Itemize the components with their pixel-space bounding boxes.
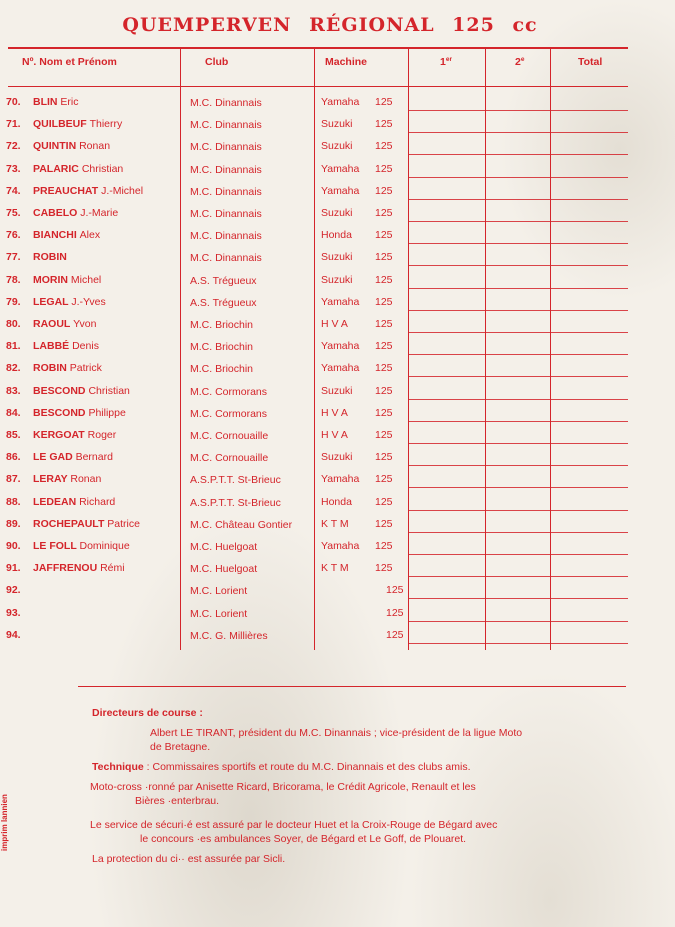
rider-first-name: Michel (70, 273, 102, 286)
rider-number: 87. (6, 473, 21, 486)
rider-machine-cc: 125 (375, 540, 393, 552)
header-total: Total (578, 56, 603, 68)
table-row (0, 582, 675, 604)
rider-last-name: QUINTIN (33, 140, 77, 153)
rider-machine-brand: Honda (321, 229, 352, 242)
title-rule (8, 47, 628, 49)
rider-name (33, 429, 116, 441)
protection-text: La protection du ci·· est assurée par Sicli. (92, 853, 286, 865)
rider-name (33, 340, 99, 352)
rider-machine-cc: 125 (375, 517, 393, 530)
rider-number: 90. (6, 540, 21, 552)
rider-name (33, 274, 101, 286)
score-line (408, 110, 628, 111)
rider-name (33, 163, 123, 175)
rider-first-name: Philippe (88, 406, 126, 419)
rider-machine-cc: 125 (375, 429, 393, 441)
rider-machine-cc: 125 (375, 295, 393, 308)
score-line (408, 376, 628, 377)
rider-club: M.C. Dinannais (190, 252, 262, 265)
rider-number: 73. (6, 162, 21, 175)
score-line (408, 221, 628, 222)
rider-last-name: ROCHEPAULT (33, 517, 105, 530)
safety-text-cont: le concours ·es ambulances Soyer, de Bégard et Le Goff, de Plouaret. (140, 833, 467, 845)
rider-machine-brand: K T M (321, 517, 349, 530)
header-first-heat: 1er (440, 56, 452, 68)
rider-name (33, 118, 122, 130)
rider-club: M.C. Cormorans (190, 407, 268, 420)
sponsor-text-cont: Bières ·enterbrau. (135, 795, 220, 807)
rider-number: 91. (6, 562, 21, 575)
rider-last-name: LE FOLL (33, 540, 77, 552)
table-row (0, 405, 675, 427)
rider-machine-cc: 125 (375, 362, 393, 375)
rider-name (33, 518, 140, 530)
rider-number: 94. (6, 628, 21, 641)
rider-number: 75. (6, 207, 21, 219)
table-row (0, 94, 675, 116)
rider-number: 70. (6, 96, 21, 108)
rider-first-name: Dominique (79, 540, 130, 552)
rider-machine-brand: Yamaha (321, 473, 360, 486)
score-line (408, 265, 628, 266)
rider-last-name: BLIN (33, 96, 58, 108)
rider-machine-brand: Yamaha (321, 362, 360, 375)
rider-machine-cc: 125 (375, 384, 393, 397)
rider-first-name: Ronan (70, 473, 102, 486)
rider-machine-brand: Suzuki (321, 451, 353, 464)
table-row (0, 516, 675, 538)
rider-name (33, 407, 126, 419)
rider-machine-cc: 125 (375, 318, 393, 330)
table-row (0, 227, 675, 249)
rider-club: M.C. Huelgoat (190, 563, 258, 576)
rider-machine-cc: 125 (375, 118, 393, 131)
rider-first-name: Denis (72, 340, 99, 353)
rider-number: 84. (6, 406, 21, 419)
score-line (408, 288, 628, 289)
table-row (0, 360, 675, 382)
rider-machine-brand: Honda (321, 495, 352, 508)
score-line (408, 598, 628, 599)
rider-machine-cc: 125 (375, 162, 393, 175)
score-line (408, 487, 628, 488)
header-rule (8, 86, 628, 87)
rider-club: M.C. Briochin (190, 341, 254, 354)
table-row (0, 383, 675, 405)
rider-club: M.C. Dinannais (190, 141, 262, 154)
rider-name (33, 385, 130, 397)
rider-machine-brand: H V A (321, 429, 348, 441)
rider-last-name: BESCOND (33, 384, 86, 397)
rider-name (33, 496, 115, 508)
score-line (408, 621, 628, 622)
rider-club: M.C. Cornouaille (190, 430, 269, 442)
score-line (408, 554, 628, 555)
rider-name (33, 318, 96, 330)
rider-first-name: Alex (79, 229, 101, 242)
table-row (0, 427, 675, 449)
score-line (408, 132, 628, 133)
rider-first-name: Christian (81, 162, 124, 175)
rider-number: 78. (6, 273, 21, 286)
score-line (408, 510, 628, 511)
rider-first-name: Eric (60, 96, 79, 108)
rider-club: A.S.P.T.T. St-Brieuc (190, 496, 281, 509)
table-row (0, 494, 675, 516)
rider-last-name: LERAY (33, 473, 68, 486)
rider-machine-brand: H V A (321, 406, 348, 419)
rider-last-name: BESCOND (33, 406, 86, 419)
rider-number: 88. (6, 495, 21, 508)
rider-name (33, 251, 67, 263)
rider-club: M.C. Dinannais (190, 119, 262, 132)
rider-club: M.C. Cormorans (190, 385, 268, 398)
rider-machine-brand: Yamaha (321, 184, 360, 197)
rider-last-name: PALARIC (33, 162, 79, 175)
rider-number: 74. (6, 184, 21, 197)
rider-number: 86. (6, 451, 21, 464)
sponsor-text: Moto-cross ·ronné par Anisette Ricard, Bricorama, le Crédit Agricole, Renault et les (90, 781, 476, 793)
table-row (0, 116, 675, 138)
score-line (408, 332, 628, 333)
technique-text: : Commissaires sportifs et route du M.C. Dinannais et des clubs amis. (143, 761, 471, 773)
header-club: Club (205, 56, 229, 68)
footer-rule (78, 686, 626, 687)
rider-name (33, 362, 102, 374)
table-row (0, 294, 675, 316)
score-line (408, 243, 628, 244)
score-line (408, 443, 628, 444)
rider-name (33, 540, 130, 552)
rider-number: 89. (6, 517, 21, 530)
score-line (408, 354, 628, 355)
rider-club: M.C. Briochin (190, 319, 254, 331)
table-row (0, 316, 675, 338)
rider-club: M.C. Huelgoat (190, 541, 258, 553)
rider-machine-brand: Suzuki (321, 251, 353, 264)
technique-paragraph (92, 760, 471, 774)
rider-first-name: Roger (87, 429, 117, 441)
rider-machine-brand: Suzuki (321, 207, 353, 219)
rider-club: M.C. Cornouaille (190, 452, 269, 465)
table-row (0, 560, 675, 582)
score-line (408, 421, 628, 422)
rider-number: 76. (6, 229, 21, 242)
rider-name (33, 229, 100, 241)
rider-number: 79. (6, 295, 21, 308)
rider-name (33, 185, 143, 197)
rider-number: 71. (6, 118, 21, 131)
printer-credit: imprim lannien (0, 794, 9, 851)
rider-first-name: Richard (79, 495, 116, 508)
rider-last-name: LEGAL (33, 295, 69, 308)
rider-last-name: PREAUCHAT (33, 184, 99, 197)
rider-first-name: Patrice (107, 517, 140, 530)
rider-last-name: LE GAD (33, 451, 73, 464)
rider-machine-cc: 125 (375, 406, 393, 419)
technique-label: Technique (92, 761, 144, 773)
table-row (0, 627, 675, 649)
rider-machine-cc: 125 (386, 606, 404, 619)
table-row (0, 183, 675, 205)
header-second-heat: 2e (515, 56, 525, 68)
rider-club: M.C. Lorient (190, 607, 248, 620)
rider-name (33, 473, 101, 485)
rider-first-name: J.-Marie (80, 207, 119, 219)
rider-last-name: QUILBEUF (33, 118, 87, 131)
rider-club: M.C. Château Gontier (190, 518, 293, 531)
rider-machine-brand: Yamaha (321, 162, 360, 175)
rider-machine-cc: 125 (375, 207, 393, 219)
rider-machine-brand: Suzuki (321, 273, 353, 286)
page-title: QUEMPERVEN RÉGIONAL 125 cc (122, 14, 538, 36)
rider-number: 93. (6, 606, 21, 619)
rider-first-name: Yvon (73, 318, 97, 330)
directors-text-cont: de Bretagne. (150, 741, 211, 753)
rider-machine-cc: 125 (375, 251, 393, 264)
table-row (0, 205, 675, 227)
score-line (408, 532, 628, 533)
rider-first-name: J.-Michel (101, 184, 144, 197)
rider-last-name: LEDEAN (33, 495, 77, 508)
rider-last-name: JAFFRENOU (33, 562, 98, 575)
rider-club: M.C. Dinannais (190, 185, 262, 198)
rider-last-name: ROBIN (33, 251, 67, 264)
rider-name (33, 296, 106, 308)
rider-machine-cc: 125 (386, 584, 404, 597)
rider-club: M.C. Dinannais (190, 97, 262, 109)
rider-machine-cc: 125 (375, 229, 393, 242)
table-row (0, 138, 675, 160)
directors-label: Directeurs de course : (92, 707, 203, 719)
score-line (408, 399, 628, 400)
score-line (408, 154, 628, 155)
rider-number: 77. (6, 251, 21, 264)
rider-machine-cc: 125 (375, 273, 393, 286)
rider-last-name: LABBÉ (33, 340, 70, 353)
score-line (408, 310, 628, 311)
safety-text: Le service de sécuri·é est assuré par le docteur Huet et la Croix-Rouge de Bégard avec (90, 819, 498, 831)
rider-machine-cc: 125 (375, 473, 393, 486)
rider-machine-cc: 125 (375, 184, 393, 197)
rider-club: M.C. Lorient (190, 585, 248, 598)
directors-text: Albert LE TIRANT, président du M.C. Dinannais ; vice-président de la ligue Moto (150, 727, 523, 739)
rider-number: 81. (6, 340, 21, 353)
score-line (408, 199, 628, 200)
rider-club: A.S. Trégueux (190, 296, 257, 309)
table-row (0, 272, 675, 294)
rider-machine-cc: 125 (375, 340, 393, 353)
rider-name (33, 562, 125, 574)
rider-first-name: Patrick (69, 362, 102, 375)
rider-name (33, 207, 118, 219)
rider-club: M.C. Briochin (190, 363, 254, 376)
rider-machine-cc: 125 (375, 96, 393, 108)
rider-club: A.S. Trégueux (190, 274, 257, 287)
table-row (0, 161, 675, 183)
rider-number: 92. (6, 584, 21, 597)
rider-last-name: CABELO (33, 207, 78, 219)
rider-machine-brand: H V A (321, 318, 348, 330)
rider-machine-brand: K T M (321, 562, 349, 575)
rider-club: M.C. G. Millières (190, 629, 268, 642)
rider-last-name: ROBIN (33, 362, 67, 375)
rider-name (33, 140, 110, 152)
rider-last-name: KERGOAT (33, 429, 85, 441)
header-machine: Machine (325, 56, 368, 68)
rider-number: 85. (6, 429, 21, 441)
table-row (0, 338, 675, 360)
rider-first-name: Ronan (79, 140, 111, 153)
rider-machine-cc: 125 (375, 140, 393, 153)
rider-first-name: Christian (88, 384, 130, 397)
rider-number: 80. (6, 318, 21, 330)
table-row (0, 471, 675, 493)
score-line (408, 643, 628, 644)
rider-machine-cc: 125 (375, 495, 393, 508)
rider-machine-brand: Suzuki (321, 384, 353, 397)
table-row (0, 249, 675, 271)
rider-number: 82. (6, 362, 21, 375)
rider-name (33, 96, 79, 108)
rider-machine-brand: Yamaha (321, 96, 360, 108)
rider-last-name: BIANCHI (33, 229, 77, 242)
rider-name (33, 451, 113, 463)
rider-club: M.C. Dinannais (190, 208, 262, 220)
rider-last-name: MORIN (33, 273, 68, 286)
rider-number: 83. (6, 384, 21, 397)
score-line (408, 465, 628, 466)
rider-first-name: Bernard (75, 451, 113, 464)
score-line (408, 576, 628, 577)
rider-first-name: J.-Yves (71, 295, 106, 308)
rider-club: M.C. Dinannais (190, 163, 262, 176)
rider-machine-cc: 125 (375, 562, 393, 575)
rider-machine-brand: Suzuki (321, 118, 353, 131)
rider-machine-cc: 125 (386, 628, 404, 641)
table-row (0, 449, 675, 471)
header-name: Nº. Nom et Prénom (22, 56, 117, 68)
rider-first-name: Rémi (100, 562, 125, 575)
rider-machine-brand: Yamaha (321, 295, 360, 308)
table-row (0, 605, 675, 627)
rider-number: 72. (6, 140, 21, 153)
score-line (408, 177, 628, 178)
rider-machine-brand: Suzuki (321, 140, 353, 153)
rider-machine-cc: 125 (375, 451, 393, 464)
rider-club: M.C. Dinannais (190, 230, 262, 243)
rider-machine-brand: Yamaha (321, 340, 360, 353)
table-row (0, 538, 675, 560)
rider-first-name: Thierry (89, 118, 123, 131)
rider-club: A.S.P.T.T. St-Brieuc (190, 474, 281, 487)
rider-last-name: RAOUL (33, 318, 71, 330)
rider-machine-brand: Yamaha (321, 540, 360, 552)
